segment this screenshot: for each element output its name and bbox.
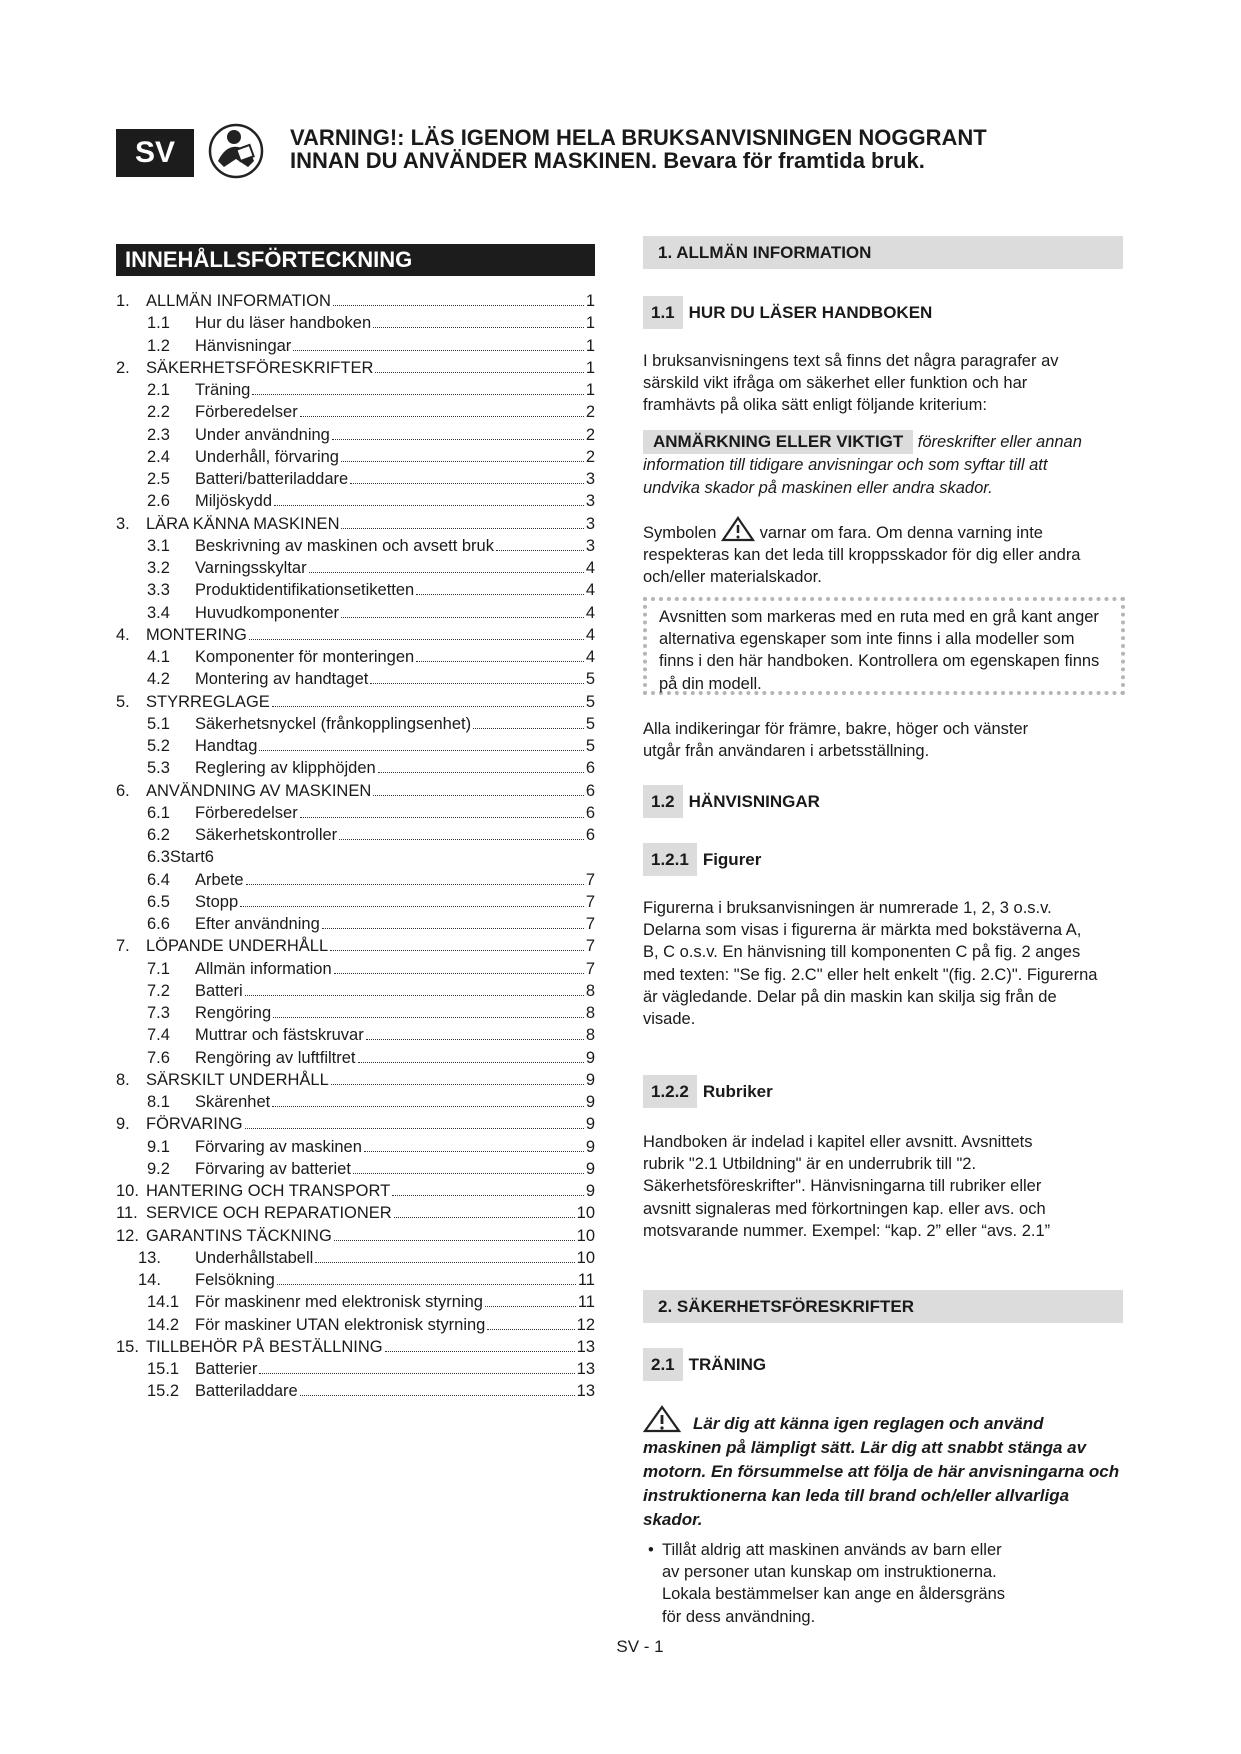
toc-entry-page: 9 bbox=[585, 1137, 595, 1156]
toc-leader-dots bbox=[259, 750, 583, 751]
toc-entry-number: 7.6 bbox=[147, 1048, 170, 1067]
symbol-paragraph bbox=[643, 516, 1128, 589]
toc-entry-page: 3 bbox=[585, 514, 595, 533]
toc-entry-number: 1.2 bbox=[147, 336, 170, 355]
toc-entry-title: Förvaring av maskinen bbox=[195, 1137, 362, 1156]
toc-entry-page: 5 bbox=[585, 692, 595, 711]
section-title: TRÄNING bbox=[688, 1354, 767, 1374]
toc-entry-title: TILLBEHÖR PÅ BESTÄLLNING bbox=[146, 1337, 383, 1356]
toc-entry-title: Hur du läser handboken bbox=[195, 314, 372, 333]
toc-leader-dots bbox=[300, 817, 584, 818]
toc-entry-page: 3 bbox=[585, 536, 595, 555]
toc-entry-title: För maskiner UTAN elektronisk styrning bbox=[195, 1315, 486, 1334]
toc-entry[interactable] bbox=[116, 513, 595, 535]
toc-entry-number: 3.1 bbox=[147, 536, 170, 555]
section-number: 2.1 bbox=[643, 1348, 683, 1381]
toc-entry-number: 3.4 bbox=[147, 603, 170, 622]
toc-entry-title: Underhållstabell bbox=[195, 1248, 314, 1267]
toc-entry-page: 4 bbox=[585, 625, 595, 644]
toc-entry[interactable] bbox=[116, 1047, 595, 1069]
toc-entry-number: 3.2 bbox=[147, 559, 170, 577]
toc-leader-dots bbox=[246, 884, 584, 885]
toc-leader-dots bbox=[309, 572, 584, 573]
toc-leader-dots bbox=[300, 416, 584, 417]
toc-entry[interactable] bbox=[116, 713, 595, 735]
toc-entry[interactable] bbox=[116, 668, 595, 690]
toc-entry-number: 12. bbox=[116, 1226, 139, 1245]
toc-entry[interactable] bbox=[116, 935, 595, 957]
toc-entry-number: 15. bbox=[116, 1337, 139, 1356]
toc-leader-dots bbox=[315, 1262, 574, 1263]
directions-paragraph: Alla indikeringar för främre, bakre, höger och vänster utgår från användaren i arbetsställning. bbox=[643, 720, 1029, 761]
toc-leader-dots bbox=[358, 1062, 584, 1063]
toc-entry-page: 9 bbox=[585, 1048, 595, 1067]
toc-leader-dots bbox=[366, 1039, 584, 1040]
toc-entry-number: 6.2 bbox=[147, 826, 170, 844]
toc-entry-title: Beskrivning av maskinen och avsett bruk bbox=[195, 536, 494, 555]
section-number: 1.2 bbox=[643, 785, 683, 818]
toc-leader-dots bbox=[330, 950, 584, 951]
toc-leader-dots bbox=[416, 594, 584, 595]
toc-entry-page: 13 bbox=[576, 1337, 595, 1356]
toc-entry-number: 9. bbox=[116, 1115, 130, 1134]
toc-entry-title: Skärenhet bbox=[195, 1093, 271, 1111]
toc-entry-title: Varningsskyltar bbox=[195, 559, 307, 577]
toc-entry-title: GARANTINS TÄCKNING bbox=[146, 1226, 332, 1245]
toc-leader-dots bbox=[333, 305, 584, 306]
toc-entry-number: 6. bbox=[116, 781, 130, 800]
toc-entry[interactable] bbox=[116, 401, 595, 423]
warning-triangle-icon bbox=[643, 1405, 681, 1433]
toc-entry-number: 5.2 bbox=[147, 737, 170, 755]
toc-leader-dots bbox=[373, 327, 584, 328]
toc-entry-page: 7 bbox=[585, 959, 595, 978]
section-title: Rubriker bbox=[702, 1081, 773, 1101]
toc-entry[interactable] bbox=[116, 446, 595, 468]
toc-entry-page: 12 bbox=[576, 1315, 595, 1334]
toc-entry-title: Hänvisningar bbox=[195, 336, 292, 355]
toc-entry-page: 9 bbox=[585, 1182, 595, 1200]
bullet-text: Tillåt aldrig att maskinen används av barn eller av personer utan kunskap om instruktionerna. Lokala bestämmelser kan ange en åldersgräns för dess användning. bbox=[662, 1541, 1006, 1626]
toc-entry[interactable] bbox=[116, 913, 595, 935]
toc-leader-dots bbox=[334, 1240, 575, 1241]
toc-entry-page: 7 bbox=[585, 915, 595, 933]
section-title: Figurer bbox=[702, 849, 762, 869]
toc-entry[interactable] bbox=[116, 1158, 595, 1180]
toc-entry-page: 10 bbox=[576, 1248, 595, 1267]
toc-entry-number: 7.4 bbox=[147, 1026, 170, 1045]
toc-leader-dots bbox=[339, 839, 584, 840]
toc-entry[interactable] bbox=[116, 1291, 595, 1313]
toc-entry[interactable] bbox=[116, 958, 595, 980]
section-1-1-heading bbox=[643, 296, 932, 329]
toc-entry-title: FÖRVARING bbox=[146, 1115, 243, 1134]
toc-entry-page: 5 bbox=[585, 737, 595, 755]
toc-entry-number: 7.3 bbox=[147, 1004, 170, 1022]
page-number: SV - 1 bbox=[616, 1637, 664, 1656]
toc-entry-number: 3.3 bbox=[147, 581, 170, 600]
toc-entry-title: Rengöring bbox=[195, 1004, 272, 1022]
intro-paragraph: I bruksanvisningens text så finns det några paragrafer av särskild vikt ifråga om säkerhet eller funktion och har framhävts på olika sätt enligt följande kriterium: bbox=[643, 352, 1059, 415]
toc-entry-page: 9 bbox=[585, 1093, 595, 1111]
toc-entry-number: 5.3 bbox=[147, 759, 170, 778]
section-number: 1.1 bbox=[643, 296, 683, 329]
toc-leader-dots bbox=[259, 1373, 574, 1374]
toc-entry-number: 11. bbox=[116, 1204, 138, 1223]
toc-entry-number: 10. bbox=[116, 1182, 139, 1200]
toc-entry-title: För maskinenr med elektronisk styrning bbox=[195, 1293, 483, 1312]
toc-entry-number: 9.1 bbox=[147, 1137, 170, 1156]
toc-leader-dots bbox=[487, 1329, 574, 1330]
toc-entry[interactable] bbox=[116, 869, 595, 891]
toc-entry-number: 14.1 bbox=[147, 1293, 180, 1312]
toc-entry[interactable] bbox=[116, 468, 595, 490]
toc-entry-title: SÄRSKILT UNDERHÅLL bbox=[146, 1070, 329, 1089]
toc-entry-page: 4 bbox=[585, 559, 595, 577]
toc-leader-dots bbox=[252, 394, 583, 395]
toc-entry[interactable] bbox=[116, 1113, 595, 1135]
toc-entry-page: 7 bbox=[585, 870, 595, 889]
table-of-contents bbox=[116, 290, 595, 1403]
toc-leader-dots bbox=[378, 772, 584, 773]
toc-entry-title: Säkerhetsnyckel (frånkopplingsenhet) bbox=[195, 714, 472, 733]
optional-feature-box bbox=[643, 597, 1125, 695]
toc-entry-number: 6.4 bbox=[147, 870, 170, 889]
toc-leader-dots bbox=[240, 906, 584, 907]
toc-entry-title: Träning bbox=[195, 381, 251, 399]
toc-entry-page: 9 bbox=[585, 1115, 595, 1134]
toc-entry[interactable] bbox=[116, 1314, 595, 1336]
toc-entry-number: 5.1 bbox=[147, 714, 170, 733]
toc-entry-page: 3 bbox=[585, 470, 595, 488]
toc-entry-number: 1.1 bbox=[147, 314, 170, 333]
toc-entry-page: 10 bbox=[576, 1226, 595, 1245]
toc-entry-number: 6.5 bbox=[147, 892, 170, 911]
toc-entry-page: 7 bbox=[585, 937, 595, 956]
toc-leader-dots bbox=[416, 661, 584, 662]
toc-leader-dots bbox=[473, 728, 584, 729]
toc-entry-title: LÄRA KÄNNA MASKINEN bbox=[146, 514, 340, 533]
toc-leader-dots bbox=[373, 795, 584, 796]
toc-entry-number: 8.1 bbox=[147, 1093, 170, 1111]
toc-entry-page: 1 bbox=[585, 381, 595, 399]
toc-entry-page: 6 bbox=[585, 759, 595, 778]
toc-entry[interactable] bbox=[116, 891, 595, 913]
toc-entry[interactable] bbox=[116, 557, 595, 579]
toc-entry-number: 4. bbox=[116, 625, 130, 644]
toc-entry-page: 9 bbox=[585, 1070, 595, 1089]
section-number: 1.2.1 bbox=[643, 843, 697, 876]
toc-entry[interactable] bbox=[116, 624, 595, 646]
toc-entry-page: 2 bbox=[585, 447, 595, 466]
toc-entry-title: Under användning bbox=[195, 425, 330, 444]
toc-entry-page: 4 bbox=[585, 581, 595, 600]
toc-entry[interactable] bbox=[116, 335, 595, 357]
toc-entry[interactable] bbox=[116, 1225, 595, 1247]
toc-entry-number: 7.2 bbox=[147, 981, 170, 1000]
toc-entry-title: Underhåll, förvaring bbox=[195, 447, 339, 466]
toc-leader-dots bbox=[341, 528, 583, 529]
note-text: föreskrifter eller annan information till tidigare anvisningar och som syftar till att undvika skador på maskinen eller andra skador. bbox=[643, 433, 1082, 497]
toc-entry-title: ANVÄNDNING AV MASKINEN bbox=[146, 781, 372, 800]
toc-entry-number: 2.6 bbox=[147, 492, 170, 511]
toc-entry[interactable] bbox=[116, 1202, 595, 1224]
toc-entry-page: 6 bbox=[585, 781, 595, 800]
toc-entry-page: 1 bbox=[585, 314, 595, 333]
toc-entry-page: 3 bbox=[585, 492, 595, 511]
toc-entry-page: 1 bbox=[585, 336, 595, 355]
rubriker-paragraph: Handboken är indelad i kapitel eller avsnitt. Avsnittets rubrik "2.1 Utbildning" är en underrubrik till "2. Säkerhetsföreskrifter". Hänvisningarna till rubriker eller avsnitt signaleras med förkortningen kap. eller avs. och motsvarande nummer. Exempel: “kap. 2” eller “avs. 2.1” bbox=[643, 1133, 1051, 1240]
toc-leader-dots bbox=[322, 928, 584, 929]
symbol-text-post: varnar om fara. Om denna varning inte respekteras kan det leda till kroppsskador för dig eller andra och/eller materialskador. bbox=[643, 524, 1081, 587]
toc-entry-page: 1 bbox=[585, 358, 595, 377]
toc-leader-dots bbox=[272, 706, 584, 707]
section-1-2-heading bbox=[643, 785, 820, 818]
note-tag: ANMÄRKNING ELLER VIKTIGT bbox=[643, 430, 913, 454]
toc-entry-number: 14.2 bbox=[147, 1315, 180, 1334]
toc-leader-dots bbox=[370, 683, 583, 684]
toc-entry-number: 2.3 bbox=[147, 425, 170, 444]
toc-entry[interactable] bbox=[116, 290, 595, 312]
toc-entry-page: 7 bbox=[585, 892, 595, 911]
toc-entry[interactable] bbox=[116, 1002, 595, 1024]
toc-entry-number: 4.1 bbox=[147, 648, 170, 666]
toc-entry-title: SÄKERHETSFÖRESKRIFTER bbox=[146, 358, 374, 377]
toc-entry-title: Miljöskydd bbox=[195, 492, 273, 511]
toc-title: INNEHÅLLSFÖRTECKNING bbox=[116, 244, 595, 276]
toc-entry[interactable] bbox=[116, 312, 595, 334]
toc-leader-dots bbox=[293, 350, 584, 351]
toc-entry-page: 4 bbox=[585, 603, 595, 622]
toc-entry-title: LÖPANDE UNDERHÅLL bbox=[146, 937, 329, 956]
toc-leader-dots bbox=[353, 1173, 584, 1174]
toc-entry-number: 6.1 bbox=[147, 803, 170, 822]
toc-entry-number: 5. bbox=[116, 692, 130, 711]
toc-leader-dots bbox=[249, 639, 584, 640]
toc-entry-title: Förberedelser bbox=[195, 403, 298, 422]
toc-entry-page: 10 bbox=[576, 1204, 595, 1223]
toc-entry-number: 13. bbox=[138, 1248, 161, 1267]
toc-entry[interactable] bbox=[116, 602, 595, 624]
training-warning-text: Lär dig att känna igen reglagen och använd maskinen på lämpligt sätt. Lär dig att snabbt stänga av motorn. En försummelse att följa de här anvisningarna och instruktionerna kan leda till brand och/eller allvarliga skador. bbox=[643, 1414, 1120, 1529]
toc-entry-number: 7. bbox=[116, 937, 130, 956]
training-bullet-1 bbox=[648, 1539, 1020, 1628]
toc-entry-number: 2.1 bbox=[147, 381, 170, 399]
toc-entry-title: Batteri bbox=[195, 981, 243, 1000]
toc-entry-number: 8. bbox=[116, 1070, 130, 1089]
toc-entry[interactable] bbox=[116, 846, 595, 868]
bullet-dot: • bbox=[648, 1541, 654, 1559]
toc-entry-page: 1 bbox=[585, 292, 595, 310]
toc-leader-dots bbox=[245, 1128, 584, 1129]
note-block bbox=[643, 430, 1103, 500]
toc-entry-page: 8 bbox=[585, 981, 595, 1000]
section-1-heading: 1. ALLMÄN INFORMATION bbox=[643, 236, 1123, 269]
section-1-2-2-heading bbox=[643, 1075, 773, 1108]
toc-entry[interactable] bbox=[116, 1380, 595, 1402]
toc-entry-page: 6 bbox=[585, 803, 595, 822]
toc-entry-page: 13 bbox=[576, 1382, 595, 1401]
toc-entry[interactable] bbox=[116, 379, 595, 401]
toc-entry[interactable] bbox=[116, 424, 595, 446]
toc-leader-dots bbox=[394, 1217, 575, 1218]
toc-entry-number: 15.2 bbox=[147, 1382, 180, 1401]
section-number: 1.2.2 bbox=[643, 1075, 697, 1108]
toc-entry-title: Reglering av klipphöjden bbox=[195, 759, 376, 778]
toc-leader-dots bbox=[273, 1017, 584, 1018]
warning-heading bbox=[290, 126, 1050, 172]
toc-entry[interactable] bbox=[116, 1247, 595, 1269]
toc-entry-title: STYRREGLAGE bbox=[146, 692, 270, 711]
toc-entry-number: 15.1 bbox=[147, 1360, 180, 1378]
toc-entry[interactable] bbox=[116, 780, 595, 802]
toc-leader-dots bbox=[485, 1306, 576, 1307]
toc-entry-title: Komponenter för monteringen bbox=[195, 648, 415, 666]
toc-entry-title: ALLMÄN INFORMATION bbox=[146, 292, 331, 310]
toc-leader-dots bbox=[277, 1284, 576, 1285]
language-badge: SV bbox=[116, 129, 194, 177]
toc-entry[interactable] bbox=[116, 980, 595, 1002]
toc-entry-page: 5 bbox=[585, 670, 595, 689]
toc-entry-title: Batteri/batteriladdare bbox=[195, 470, 349, 488]
toc-entry[interactable] bbox=[116, 824, 595, 846]
toc-entry-title: Produktidentifikationsetiketten bbox=[195, 581, 415, 600]
toc-entry-page: 4 bbox=[585, 648, 595, 666]
toc-leader-dots bbox=[334, 973, 584, 974]
toc-entry-title: Muttrar och fästskruvar bbox=[195, 1026, 364, 1045]
toc-entry-number: 2. bbox=[116, 358, 130, 377]
toc-entry[interactable] bbox=[116, 1136, 595, 1158]
section-2-1-heading bbox=[643, 1348, 766, 1381]
toc-entry-title: Batterier bbox=[195, 1360, 258, 1378]
toc-entry-page: 8 bbox=[585, 1026, 595, 1045]
toc-entry-title: Förvaring av batteriet bbox=[195, 1159, 351, 1178]
toc-entry-title: Montering av handtaget bbox=[195, 670, 369, 689]
toc-entry-title: SERVICE OCH REPARATIONER bbox=[146, 1204, 392, 1223]
toc-entry[interactable] bbox=[116, 1091, 595, 1113]
toc-entry[interactable] bbox=[116, 735, 595, 757]
toc-entry-number: 6.6 bbox=[147, 915, 170, 933]
toc-entry-title: Handtag bbox=[195, 737, 258, 755]
toc-leader-dots bbox=[332, 439, 584, 440]
toc-leader-dots bbox=[272, 1106, 584, 1107]
toc-leader-dots bbox=[341, 461, 584, 462]
toc-leader-dots bbox=[496, 550, 584, 551]
toc-entry-page: 11 bbox=[577, 1293, 595, 1312]
toc-entry[interactable] bbox=[116, 579, 595, 601]
toc-entry-title: Huvudkomponenter bbox=[195, 603, 340, 622]
toc-entry-title: MONTERING bbox=[146, 625, 247, 644]
toc-entry-number: 2.2 bbox=[147, 403, 170, 422]
toc-entry-number: 1. bbox=[116, 292, 130, 310]
section-2-heading: 2. SÄKERHETSFÖRESKRIFTER bbox=[643, 1290, 1123, 1323]
toc-leader-dots bbox=[341, 617, 584, 618]
toc-entry[interactable] bbox=[116, 1024, 595, 1046]
toc-entry-title: Batteriladdare bbox=[195, 1382, 298, 1401]
toc-entry-page: 5 bbox=[585, 714, 595, 733]
toc-entry-number: 2.5 bbox=[147, 470, 170, 488]
toc-entry[interactable] bbox=[116, 1336, 595, 1358]
toc-entry-title: Säkerhetskontroller bbox=[195, 826, 338, 844]
toc-entry-page: 8 bbox=[585, 1004, 595, 1022]
read-manual-icon bbox=[208, 121, 264, 181]
toc-entry[interactable] bbox=[116, 357, 595, 379]
toc-entry-title: Arbete bbox=[195, 870, 244, 889]
toc-entry[interactable] bbox=[116, 757, 595, 779]
toc-entry-page: 2 bbox=[585, 403, 595, 422]
toc-leader-dots bbox=[375, 372, 583, 373]
toc-entry-number: 3. bbox=[116, 514, 130, 533]
figures-paragraph: Figurerna i bruksanvisningen är numrerade 1, 2, 3 o.s.v. Delarna som visas i figurerna är märkta med bokstäverna A, B, C o.s.v. En hänvisning till komponenten C på fig. 2 anges med texten: "Se fig. 2.C" eller helt enkelt "(fig. 2.C)". Figurerna är vägledande. Delar på din maskin kan skilja sig från de visade. bbox=[643, 899, 1098, 1029]
symbol-text-pre: Symbolen bbox=[643, 524, 717, 542]
toc-entry-number: 7.1 bbox=[147, 959, 170, 978]
toc-entry[interactable] bbox=[116, 490, 595, 512]
toc-entry-number: 4.2 bbox=[147, 670, 170, 689]
toc-leader-dots bbox=[300, 1395, 575, 1396]
toc-leader-dots bbox=[385, 1351, 575, 1352]
section-title: HUR DU LÄSER HANDBOKEN bbox=[688, 302, 933, 322]
toc-entry[interactable] bbox=[116, 1358, 595, 1380]
section-1-2-1-heading bbox=[643, 843, 761, 876]
warning-line-2: INNAN DU ANVÄNDER MASKINEN. Bevara för framtida bruk. bbox=[290, 148, 925, 173]
toc-entry-page: 9 bbox=[585, 1159, 595, 1178]
toc-entry[interactable] bbox=[116, 646, 595, 668]
toc-entry-page: 6 bbox=[585, 826, 595, 844]
toc-entry-title: Efter användning bbox=[195, 915, 320, 933]
toc-leader-dots bbox=[392, 1195, 584, 1196]
training-warning bbox=[643, 1405, 1125, 1532]
toc-entry-page: 2 bbox=[585, 425, 595, 444]
toc-entry-number: 2.4 bbox=[147, 447, 170, 466]
toc-entry[interactable] bbox=[116, 535, 595, 557]
toc-entry-title: HANTERING OCH TRANSPORT bbox=[146, 1182, 391, 1200]
toc-entry-title: Allmän information bbox=[195, 959, 332, 978]
toc-entry[interactable] bbox=[116, 691, 595, 713]
toc-entry-title: Förberedelser bbox=[195, 803, 298, 822]
toc-entry-number: 14. bbox=[138, 1271, 161, 1289]
toc-entry[interactable] bbox=[116, 1180, 595, 1202]
toc-entry[interactable] bbox=[116, 1269, 595, 1291]
toc-entry-title: Rengöring av luftfiltret bbox=[195, 1048, 356, 1067]
toc-entry[interactable] bbox=[116, 1069, 595, 1091]
warning-line-1: VARNING!: LÄS IGENOM HELA BRUKSANVISNINGEN NOGGRANT bbox=[290, 125, 987, 150]
optional-feature-text: Avsnitten som markeras med en ruta med en grå kant anger alternativa egenskaper som inte finns i alla modeller som finns i den här handboken. Kontrollera om egenskapen finns på din modell. bbox=[659, 608, 1100, 693]
toc-entry-title: Stopp bbox=[195, 892, 239, 911]
toc-leader-dots bbox=[364, 1151, 584, 1152]
danger-triangle-icon bbox=[721, 516, 755, 542]
toc-leader-dots bbox=[274, 505, 584, 506]
toc-entry-title: Felsökning bbox=[195, 1271, 275, 1289]
toc-entry[interactable] bbox=[116, 802, 595, 824]
section-title: HÄNVISNINGAR bbox=[688, 791, 820, 811]
toc-entry-number: 9.2 bbox=[147, 1159, 170, 1178]
toc-entry-page: 13 bbox=[576, 1360, 595, 1378]
toc-entry-title: 6.3Start6 bbox=[147, 848, 214, 867]
toc-leader-dots bbox=[245, 995, 584, 996]
toc-entry-page: 11 bbox=[577, 1271, 595, 1289]
toc-leader-dots bbox=[350, 483, 584, 484]
toc-leader-dots bbox=[331, 1084, 584, 1085]
